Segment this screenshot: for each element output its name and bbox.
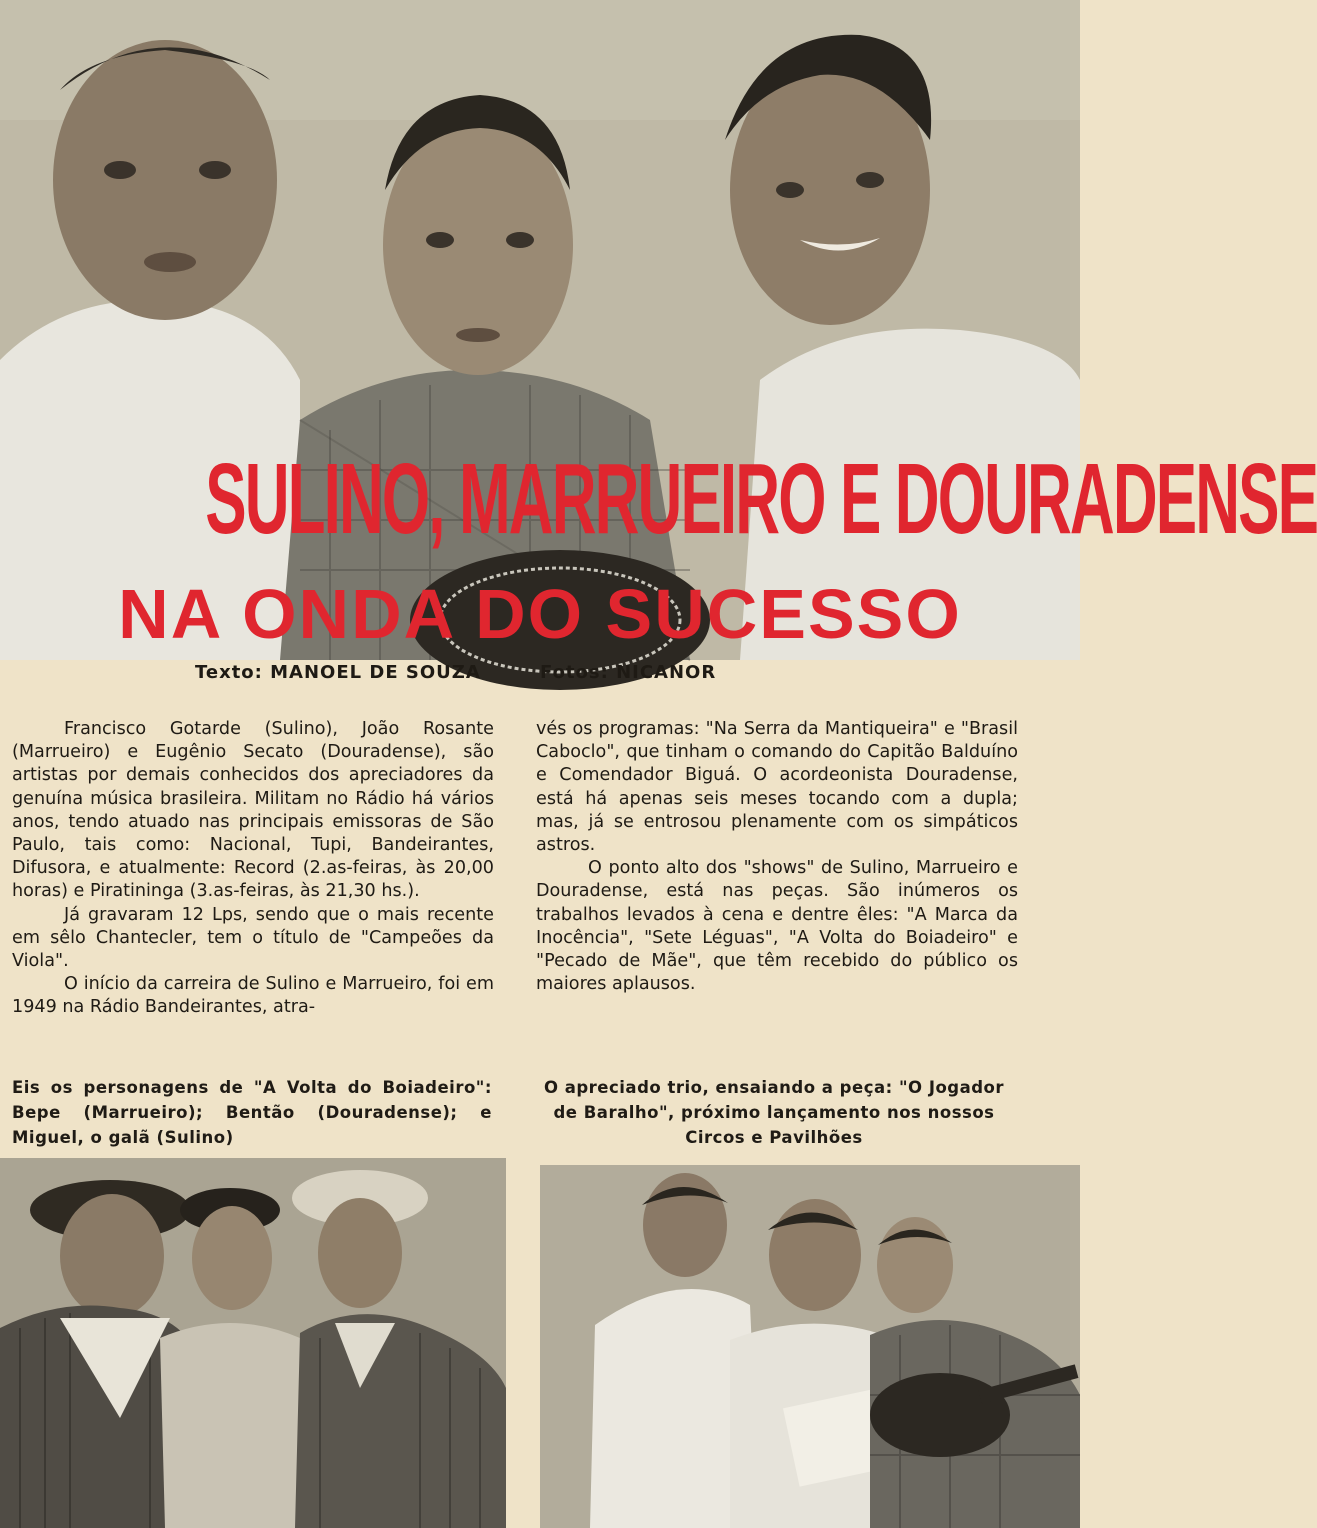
left-photo-caption: Eis os personagens de "A Volta do Boiadeiro": Bepe (Marrueiro); Bentão (Douradense); e Miguel, o galã (Sulino) [12, 1078, 492, 1147]
guitar [870, 1373, 1010, 1457]
right-photo-caption: O apreciado trio, ensaiando a peça: "O Jogador de Baralho", próximo lançamento nos nossos Circos e Pavilhões [543, 1078, 1005, 1147]
right-text-column [536, 718, 1018, 996]
photo-costumed-characters [0, 1158, 506, 1528]
left-paragraph-3: O início da carreira de Sulino e Marrueiro, foi em 1949 na Rádio Bandeirantes, atra- [12, 974, 494, 1018]
article-headline: SULINO, MARRUEIRO E DOURADENSE [205, 443, 1317, 555]
right-paragraph-1: vés os programas: "Na Serra da Mantiqueira" e "Brasil Caboclo", que tinham o comando do Capitão Balduíno e Comendador Biguá. O acordeonista Douradense, está há apenas seis meses tocando com a dupla; mas, já se entrosou plenamente com os simpáticos astros. [536, 719, 1018, 856]
rehearsal-illustration [540, 1165, 1080, 1528]
right-paragraph-2: O ponto alto dos "shows" de Sulino, Marrueiro e Douradense, está nas peças. São inúmeros os trabalhos levados à cena e dentre êles: "A Marca da Inocência", "Sete Léguas", "A Volta do Boiadeiro" e "Pecado de Mãe", que têm recebido do público os maiores aplausos. [536, 858, 1018, 995]
article-subheadline: NA ONDA DO SUCESSO [118, 575, 962, 653]
photo-rehearsal [540, 1165, 1080, 1528]
costumed-characters-illustration [0, 1158, 506, 1528]
photo-credit: Fotos: NICANOR [540, 662, 717, 683]
headline-container [0, 440, 1317, 570]
text-credit: Texto: MANOEL DE SOUZA [195, 662, 481, 683]
left-paragraph-1: Francisco Gotarde (Sulino), João Rosante (Marrueiro) e Eugênio Secato (Douradense), são artistas por demais conhecidos dos apreciadores da genuína música brasileira. Militam no Rádio há vários anos, tendo atuado nas principais emissoras de São Paulo, tais como: Nacional, Tupi, Bandeirantes, Difusora, e atualmente: Record (2.as-feiras, às 20,00 horas) e Piratininga (3.as-feiras, às 21,30 hs.). [12, 719, 494, 902]
left-text-column [12, 718, 494, 1020]
left-paragraph-2: Já gravaram 12 Lps, sendo que o mais recente em sêlo Chantecler, tem o título de "Campeões da Viola". [12, 904, 494, 972]
